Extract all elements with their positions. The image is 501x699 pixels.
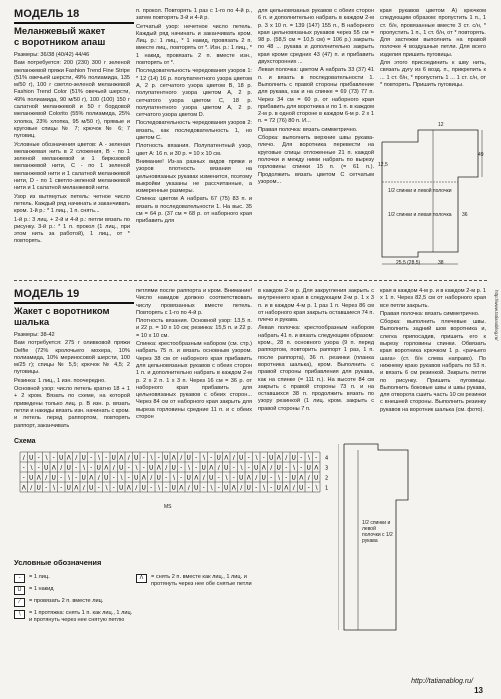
pattern-label: 1/2 спинки и левой полочки с 1/2 рукава — [362, 520, 393, 544]
text-paragraph: края в каждом 4-м р. и в каждом 2-м р. 1 х 1 п. Через 82,5 см от наборного края все петли закрыть. — [380, 288, 486, 309]
legend-text: = 1 лиц. — [29, 574, 50, 580]
dimension-label: 12,5 — [378, 162, 388, 168]
model-19-column-3 — [258, 288, 374, 432]
stitch-symbol: - — [285, 474, 288, 482]
text-paragraph: Плотность вязания. Основной узор: 13,5 п. и 22 р. = 10 х 10 см; резинка: 15,5 п. и 22 р. = 10 х 10 см. — [136, 318, 252, 339]
stitch-symbol: U — [239, 454, 244, 462]
stitch-symbol: - — [150, 484, 153, 492]
model-19-column-1 — [14, 332, 130, 432]
stitch-symbol: U — [314, 474, 319, 482]
stitch-symbol: ∕ — [75, 454, 78, 462]
stitch-symbol: - — [112, 474, 115, 482]
stitch-symbol: ∕ — [292, 484, 295, 492]
stitch-symbol: Λ — [276, 454, 281, 462]
text-paragraph: Сборка: выполнить плечевые швы. Выполнить задний шов воротника и, слегка припосадив, пришить его к вырезу горловины спинки. Обвязать края воротника крючком 1 р. «рачьего шага» (ст. б/н слева направо). По нижнему краю рукавов набрать по 53 п. и вязать 6 см резинкой. Закрыть петли по рисунку. Пришить пуговицы. Выполнить боковые швы и швы рукава, для отворота сшить часть 10 см резинки с внешней стороны. Выполнить резинку рукавов на воротник шалька (см. фото). — [380, 319, 486, 413]
stitch-symbol: ∖ — [96, 454, 101, 462]
stitch-symbol: U — [186, 454, 191, 462]
stitch-symbol: ∖ — [186, 464, 191, 472]
stitch-symbol: - — [97, 484, 100, 492]
stitch-symbol: U — [254, 464, 259, 472]
text-paragraph: Условные обозначения цветов: А - зеленая меланжевая нить в 2 сложения, В - по 1 зеленой меланжевой и 1 бирюзовой меланжевой нити, С - по 1 зеленой меланжевой нити и 1 салатной меланжевой нити, D - по 1 светло-зеленой меланжевой нити и 1 салатной меланжевой нити. — [14, 141, 130, 192]
text-paragraph: Внимание! Из-за разных видов пряжи и узоров плотность вязания на цельновязаных рукавах изменится, поэтому выкройки указаны не рассчитанные, а измеренные размеры. — [136, 158, 252, 195]
stitch-symbol: ∖ — [171, 474, 176, 482]
dimension-label: 36 — [462, 212, 468, 218]
model-19-title-line1: Жакет с воротником — [14, 306, 110, 317]
k2tog-symbol-icon: ∕ — [14, 598, 25, 607]
text-paragraph: Плотность вязания. Полупатентный узор, цвет А: 16 п. и 30 р. = 10 х 10 см. — [136, 143, 252, 157]
stitch-symbol: - — [255, 484, 258, 492]
stitch-symbol: U — [119, 484, 124, 492]
stitch-symbol: - — [142, 464, 145, 472]
stitch-symbol: Λ — [126, 484, 131, 492]
stitch-symbol: - — [307, 484, 310, 492]
stitch-symbol: - — [112, 484, 115, 492]
stitch-symbol: - — [52, 454, 55, 462]
model-18-heading: МОДЕЛЬ 18 — [14, 8, 134, 24]
stitch-symbol: ∖ — [209, 484, 214, 492]
text-paragraph: Узор из вытянутых петель: четное число петель. Каждый ряд начинать и заканчивать кром. 1-й р.: * 1 лиц., 1 п. снять... — [14, 193, 130, 215]
stitch-symbol: Λ — [246, 474, 251, 482]
stitch-symbol: - — [37, 454, 40, 462]
stitch-symbol: U — [96, 464, 101, 472]
dimension-label: 38 — [438, 260, 444, 266]
stitch-symbol: ∕ — [180, 454, 183, 462]
model-18-pattern-schematic — [378, 122, 488, 272]
stitch-symbol: U — [89, 484, 94, 492]
legend-item — [14, 586, 54, 595]
stitch-symbol: ∕ — [270, 464, 273, 472]
stitch-symbol: - — [127, 464, 130, 472]
stitch-symbol: Λ — [284, 484, 289, 492]
model-18-column-4 — [380, 8, 486, 120]
stitch-symbol: Λ — [231, 484, 236, 492]
stitch-symbol: U — [164, 454, 169, 462]
stitch-symbol: - — [165, 484, 168, 492]
legend-item — [14, 574, 50, 583]
yarn-over-symbol-icon: U — [14, 586, 25, 595]
stitch-symbol: ∖ — [119, 474, 124, 482]
stitch-symbol: Λ — [51, 464, 56, 472]
stitch-symbol: - — [60, 484, 63, 492]
stitch-symbol: U — [269, 454, 274, 462]
stitch-symbol: - — [37, 464, 40, 472]
stitch-symbol: U — [306, 464, 311, 472]
stitch-symbol: ∖ — [134, 464, 139, 472]
row-number: 2 — [325, 475, 329, 482]
stitch-symbol: - — [202, 484, 205, 492]
stitch-symbol: ∕ — [240, 484, 243, 492]
stitch-symbol: U — [171, 484, 176, 492]
knit-symbol-icon: - — [14, 574, 25, 583]
stitch-symbol: U — [111, 454, 116, 462]
model-19-pattern-schematic — [338, 440, 420, 640]
model-19-column-4 — [380, 288, 486, 432]
stitch-symbol: ∖ — [261, 484, 266, 492]
pattern-label: 1/2 спинки и левая полочка — [388, 212, 452, 218]
stitch-chart — [14, 448, 334, 514]
stitch-symbol: U — [156, 474, 161, 482]
stitch-symbol: U — [149, 464, 154, 472]
rapport-label: MS — [164, 504, 172, 510]
stitch-symbol: ∕ — [202, 474, 205, 482]
text-paragraph: 1-й р.: 3 лиц. + 2-й и 4-й р.: петли вязать по рисунку. 3-й р.: * 1 п. прокол (1 лиц., при этом нить за работой), 1 лиц., от * повторять. — [14, 216, 130, 245]
stitch-symbol: U — [44, 464, 49, 472]
section-divider — [14, 280, 487, 281]
stitch-symbol: U — [276, 464, 281, 472]
stitch-symbol: U — [66, 484, 71, 492]
stitch-symbol: - — [210, 454, 213, 462]
legend-text: = провязать 2 п. вместе лиц. — [29, 598, 104, 604]
row-number: 3 — [325, 465, 329, 472]
stitch-symbol: - — [22, 474, 25, 482]
text-paragraph: в каждом 2-м р. Для закругления закрыть с внутреннего края в следующем 2-м р. 1 х 3 п. и в каждом 4-м р. 1 раз 1 п. Через 86 см от наборного края закрыть оставшиеся 74 п. плечо и рукава. — [258, 288, 374, 324]
stitch-symbol: Λ — [171, 454, 176, 462]
stitch-symbol: U — [201, 464, 206, 472]
stitch-symbol: U — [261, 474, 266, 482]
stitch-symbol: ∖ — [66, 474, 71, 482]
stitch-symbol: U — [216, 454, 221, 462]
stitch-symbol: Λ — [156, 464, 161, 472]
stitch-symbol: - — [232, 474, 235, 482]
stitch-symbol: U — [299, 484, 304, 492]
stitch-symbol: Λ — [179, 484, 184, 492]
legend-text: = 1 протяжка: снять 1 п. как лиц., 1 лиц. и протянуть через нее снятую петлю — [29, 610, 133, 623]
stitch-symbol: Λ — [224, 454, 229, 462]
stitch-symbol: ∖ — [306, 454, 311, 462]
dimension-label: 25,5 (28,5) — [396, 260, 421, 266]
stitch-symbol: - — [90, 464, 93, 472]
stitch-symbol: ∕ — [165, 464, 168, 472]
model-19-heading: МОДЕЛЬ 19 — [14, 288, 134, 304]
stitch-symbol: - — [270, 484, 273, 492]
stitch-symbol: - — [217, 474, 220, 482]
text-paragraph: Сетчатый узор: нечетное число петель. Каждый ряд начинать и заканчивать кром. Лиц. р.: 1 лиц., * 1 накид, провязать 2 п. вместе лиц., повторять от *. Изн. р.: 1 лиц., * 1 накид, провязать 2 п. вместе изн., повторять от *. — [136, 23, 252, 67]
stitch-symbol: ∖ — [239, 464, 244, 472]
legend-item — [14, 598, 103, 607]
model-18-title-line1: Меланжевый жакет — [14, 26, 106, 37]
model-19-title-line2: шалька — [14, 317, 50, 328]
stitch-symbol: ∕ — [285, 454, 288, 462]
double-decrease-symbol-icon: Λ — [136, 574, 147, 583]
stitch-symbol: ∖ — [314, 484, 319, 492]
stitch-symbol: U — [141, 484, 146, 492]
stitch-symbol: - — [217, 484, 220, 492]
stitch-symbol: Λ — [314, 464, 319, 472]
dimension-label: 49 — [478, 152, 484, 158]
stitch-symbol: ∕ — [30, 484, 33, 492]
stitch-symbol: U — [209, 474, 214, 482]
text-paragraph: Основной узор: число петель кратно 18 + 1 + 2 кром. Вязать по схеме, на которой приведены только лиц. р. В изн. р. вязать петли и накиды вязать изн. начинать с кром. и петель перед раппортом, повторять раппорт, заканчивать — [14, 386, 130, 429]
stitch-symbol: U — [246, 484, 251, 492]
stitch-symbol: - — [180, 464, 183, 472]
model-18-title — [14, 26, 105, 48]
text-paragraph: для цельновязаных рукавов с обеих сторон 6 п. и дополнительно набрать в каждом 2-м р. 3 х 10 п. = 139 (147) 155 п., В наборного края цельновязаных рукавов через 55 см = 98 р. (58,5 см = 10,5 см) = 106 р.) закрыть по 48 ... рукава и дополнительно закрыть края кроме средних 43 (47) п. и прибавить двухсторонних ... — [258, 8, 374, 66]
stitch-symbol: ∖ — [44, 454, 49, 462]
stitch-symbol: ∖ — [104, 484, 109, 492]
stitch-symbol: - — [285, 464, 288, 472]
stitch-symbol: ∖ — [291, 464, 296, 472]
text-paragraph: Вам потребуется: 200 (230) 300 г зеленой меланжевой пряжи Fashion Trend Fine Stripe (51% овечьей шерсти, 49% полиамида, 135 м/50 г), 100 г светло-зеленой меланжевой Fashion Trend Color (51% овечьей шерсти, 49% полиамида, 90 м/50 г), 100 (100) 150 г салатной меланжевой и 50 г бордовой меланжевой Colorito (55% полиамида, 25% хлопка, 23% хлопка, 95 м/50 г), прямые и круговые спицы № 7; крючок № 6; 7 пуговиц. — [14, 60, 130, 140]
dimension-label: 12 — [438, 122, 444, 128]
stitch-symbol: ∕ — [150, 474, 153, 482]
ssk-symbol-icon: ∖ — [14, 610, 25, 619]
pattern-label: 1/2 спинки и левой полочки — [388, 188, 452, 194]
text-paragraph: петлями после раппорта и кром. Внимание! Число накидов должно соответствовать числу провязанных вместе петель. Повторять с 1-го по 4-й р. — [136, 288, 252, 316]
stitch-symbol: U — [81, 474, 86, 482]
stitch-symbol: ∕ — [97, 474, 100, 482]
stitch-symbol: - — [75, 474, 78, 482]
stitch-symbol: Λ — [104, 464, 109, 472]
stitch-symbol: Λ — [66, 454, 71, 462]
stitch-symbol: - — [142, 454, 145, 462]
stitch-symbol: Λ — [299, 474, 304, 482]
stitch-symbol: ∕ — [127, 454, 130, 462]
stitch-symbol: ∕ — [232, 454, 235, 462]
model-18-column-1 — [14, 52, 130, 274]
stitch-symbol: - — [90, 454, 93, 462]
stitch-symbol: - — [75, 464, 78, 472]
stitch-symbol: - — [247, 464, 250, 472]
legend-item — [136, 574, 254, 588]
side-watermark-text: http://www.tatianablog.ru/ — [494, 290, 499, 341]
stitch-symbol: Λ — [119, 454, 124, 462]
stitch-symbol: ∖ — [224, 474, 229, 482]
stitch-symbol: U — [66, 464, 71, 472]
text-paragraph: Последовательность чередования узоров 1: * 12 (14) 16 р. полупатентного узора цветом А, 2 р. сетчатого узора цветом В, 18 р. полупатентного узора цветом А, 2 р. сетчатого узора цветом С, 18 р. полупатентного узора цветом А, 2 р. сетчатого узора цветом D. — [136, 68, 252, 119]
stitch-symbol: U — [36, 484, 41, 492]
stitch-symbol: U — [224, 464, 229, 472]
stitch-symbol: U — [291, 474, 296, 482]
stitch-symbol: - — [270, 474, 273, 482]
text-paragraph: Вам потребуется: 275 г оливковой пряжи Delfie (72% кролочьего мохера, 10% полиамида, 10% мериносовой шерсти, 100 м/25 г); спицы № 5,5; крючок № 4,5; 2 пуговицы. — [14, 340, 130, 376]
stitch-symbol: U — [51, 474, 56, 482]
schema-title: Схема — [14, 438, 36, 445]
stitch-symbol: ∕ — [187, 484, 190, 492]
stitch-symbol: ∕ — [217, 464, 220, 472]
stitch-symbol: Λ — [141, 474, 146, 482]
stitch-symbol: U — [81, 454, 86, 462]
text-paragraph: Спинка: цветом А набрать 67 (75) 83 п. и вязать в последовательности 1. На выс. 35 см = 64 р. (37 см = 68 р. от наборного края прибавить для — [136, 196, 252, 225]
legend-text: = снять 2 п. вместе как лиц., 1 лиц. и протянуть через нее обе снятые петли — [151, 574, 252, 587]
stitch-symbol: ∖ — [149, 454, 154, 462]
stitch-symbol: U — [186, 474, 191, 482]
stitch-symbol: - — [232, 464, 235, 472]
footer-url[interactable]: http://tatianablog.ru/ — [411, 678, 473, 685]
stitch-symbol: ∖ — [201, 454, 206, 462]
model-19-column-2 — [136, 288, 252, 432]
stitch-symbol: ∕ — [22, 454, 25, 462]
stitch-symbol: ∕ — [307, 474, 310, 482]
stitch-symbol: ∖ — [254, 454, 259, 462]
stitch-symbol: - — [45, 484, 48, 492]
stitch-symbol: U — [194, 484, 199, 492]
stitch-symbol: U — [104, 474, 109, 482]
model-18-column-2 — [136, 8, 252, 274]
stitch-symbol: ∖ — [29, 464, 34, 472]
stitch-symbol: ∕ — [60, 464, 63, 472]
stitch-symbol: U — [119, 464, 124, 472]
stitch-symbol: ∕ — [45, 474, 48, 482]
stitch-symbol: U — [59, 454, 64, 462]
stitch-symbol: Λ — [89, 474, 94, 482]
text-paragraph: Спинка: крестообразным набором (см. стр.) набрать 75 п. и вязать основным узором. Через 38 см от наборного края прибавить для цельновязаных рукавов с обеих сторон 1 п. и дополнительно набрать в каждом 2-м р. 2 х 2 п. 1 х 3 п. Через 16 см = 36 р. от наборного края прибавить для цельновязаных рукавов с обеих сторон... Через 84 см от наборного края закрыть для выреза горловины средние 11 п. и с обеих сторон — [136, 341, 252, 421]
stitch-symbol: U — [134, 454, 139, 462]
stitch-symbol: U — [224, 484, 229, 492]
stitch-symbol: ∕ — [112, 464, 115, 472]
stitch-symbol: U — [239, 474, 244, 482]
stitch-symbol: Λ — [74, 484, 79, 492]
text-paragraph: Левая полочка: цветом А набрать 33 (37) 41 п. и вязать в последовательности 1. Выполнить с правой стороны прибавление для рукава, как и на спинке = 69 (73) 77 п. Через 34 см = 60 р. от наборного края прибавить для воротника и по 1 п. в каждом 2-м р. в одной стороне в каждом 6-м р. 2 х 1 п. = 72 (76) 80 п. И... — [258, 67, 374, 125]
stitch-symbol: ∕ — [255, 474, 258, 482]
stitch-symbol: - — [157, 454, 160, 462]
stitch-symbol: - — [165, 474, 168, 482]
model-18-column-3 — [258, 8, 374, 274]
row-number: 1 — [325, 485, 329, 492]
stitch-symbol: - — [300, 454, 303, 462]
stitch-chart-grid — [14, 448, 334, 514]
text-paragraph: Левая полочка: крестообразным набором набрать 41 п. и вязать следующим образом: кром., 28 п. основного узора (9 п. перед раппортом, повторить раппорт 1 раз, 1 п. после раппорта), 36 п. резинки (планка воротника шалька), кром. Выполнить с правой стороны прибавления для рукава, как на спинке (= 111 п.). На высоте 84 см закрыть с правой стороны 73 п. и на оставшихся 38 п. продолжить вязать по узору резинкой (1 лиц. кром. закрыть с правой стороны 7 п. — [258, 325, 374, 412]
text-paragraph: Размеры: 38-42 — [14, 332, 55, 338]
stitch-symbol: U — [171, 464, 176, 472]
text-paragraph: Размеры: 36/38 (40/42) 44/46 — [14, 52, 90, 58]
stitch-symbol: - — [247, 454, 250, 462]
stitch-symbol: - — [195, 454, 198, 462]
stitch-symbol: ∕ — [135, 484, 138, 492]
stitch-symbol: U — [29, 454, 34, 462]
stitch-symbol: Λ — [21, 484, 26, 492]
stitch-symbol: - — [22, 464, 25, 472]
stitch-symbol: U — [276, 484, 281, 492]
model-18-title-line2: с воротником апаш — [14, 37, 106, 48]
stitch-symbol: ∕ — [82, 484, 85, 492]
stitch-symbol: - — [105, 454, 108, 462]
page-number: 13 — [474, 686, 483, 695]
stitch-symbol: U — [29, 474, 34, 482]
legend-text: = 1 накид — [29, 586, 54, 592]
stitch-symbol: ∖ — [276, 474, 281, 482]
text-paragraph: Правая полочка: вязать симметрично. — [258, 126, 358, 133]
stitch-symbol: - — [127, 474, 130, 482]
stitch-symbol: - — [195, 464, 198, 472]
stitch-symbol: - — [315, 454, 318, 462]
stitch-symbol: - — [300, 464, 303, 472]
legend-item — [14, 610, 134, 624]
stitch-symbol: U — [134, 474, 139, 482]
stitch-symbol: Λ — [36, 474, 41, 482]
stitch-symbol: Λ — [261, 464, 266, 472]
model-19-title — [14, 306, 110, 328]
text-paragraph: Сборка: выполнить верхние швы рукава-плечо. Для воротника перевести на круговые спицы отложенные 21 п. каждой полочки и между ними набрать по вырезу горловины спинки 15 п. (= 61 п.). Продолжить вязать цветом С сетчатым узором... — [258, 135, 374, 185]
text-paragraph: Для этого присоединить к шву нить, связать дугу из 6 возд. п., прикрепить к ... 1 ст. б/н, * пропустить 1 ... 1 ст. с/н, от * повторять. Пришить пуговицы. — [380, 60, 486, 88]
stitch-symbol: Λ — [194, 474, 199, 482]
text-paragraph: Последовательность чередования узоров 2: вязать, как последовательность 1, но цветом С. — [136, 120, 252, 142]
stitch-symbol: ∖ — [156, 484, 161, 492]
text-paragraph: Резинка: 1 лиц., 1 изн. поочередно. — [14, 377, 106, 384]
row-number: 4 — [325, 455, 329, 462]
stitch-symbol: ∖ — [81, 464, 86, 472]
stitch-symbol: U — [291, 454, 296, 462]
text-paragraph: края рукавов цветом А) крючком следующим образом: пропустить 1 п., 1 ст. б/н, провязанные вместе 3 ст. с/н, * пропустить 1 п., 1 ст. б/н, от * повторять. Для застежки выполнить на правой полочке 4 воздушные петли. Для всего изделия пришить пуговицы. — [380, 8, 486, 58]
stitch-symbol: Λ — [209, 464, 214, 472]
text-paragraph: п. прокол. Повторять 1 раз с 1-го по 4-й р., затем повторять 3-й и 4-й р. — [136, 8, 252, 22]
text-paragraph: Правая полочка: вязать симметрично. — [380, 310, 480, 317]
stitch-symbol: - — [60, 474, 63, 482]
legend-title: Условные обозначения — [14, 558, 102, 567]
stitch-symbol: - — [262, 454, 265, 462]
stitch-symbol: - — [180, 474, 183, 482]
stitch-symbol: ∖ — [51, 484, 56, 492]
